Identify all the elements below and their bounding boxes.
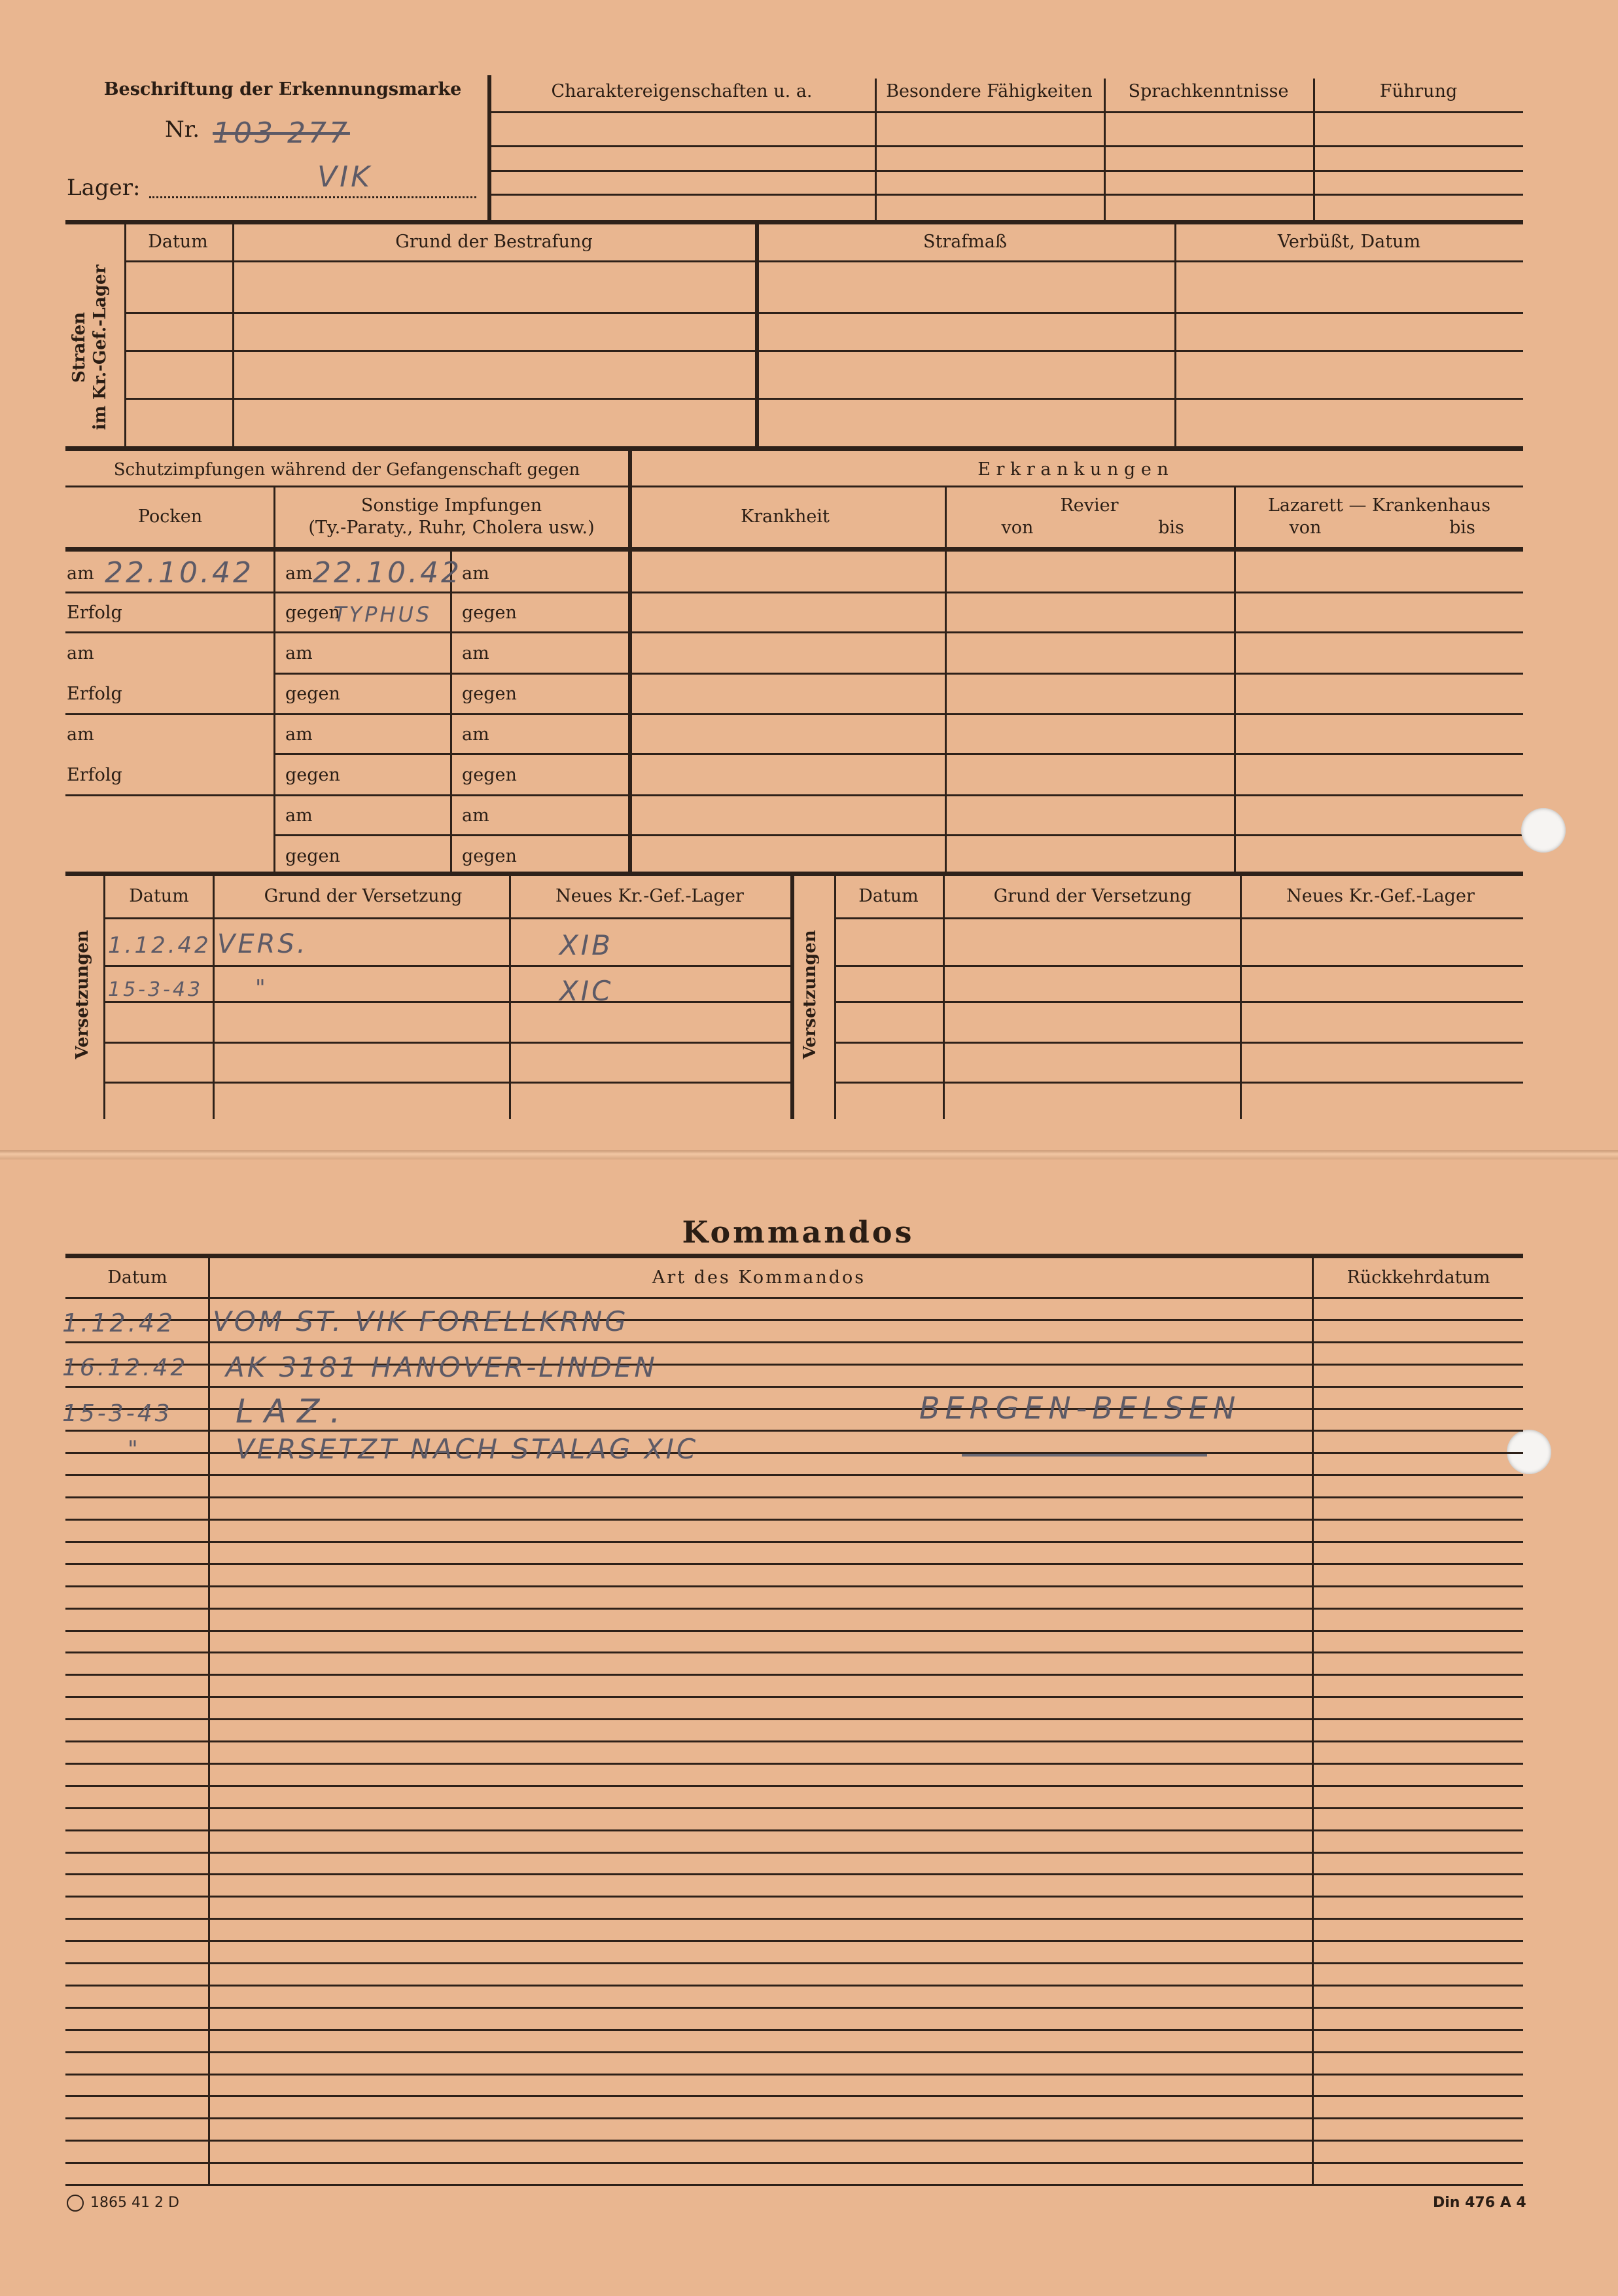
kommandos-datum-header: Datum: [107, 1267, 167, 1288]
kommando-row-line: [65, 1873, 1523, 1875]
kommando-row-line: [65, 1630, 1523, 1632]
kommando-row-line: [65, 2007, 1523, 2009]
kommando-row-line: [65, 1496, 1523, 1498]
vers1-grund-header: Grund der Versetzung: [264, 886, 463, 906]
kommando-row-line: [65, 1541, 1523, 1543]
pocken-erfolg-1: Erfolg: [67, 603, 122, 623]
erkrankungen-title: E r k r a n k u n g e n: [977, 459, 1169, 480]
vers1-side-label: Versetzungen: [73, 930, 92, 1059]
kommando-row3-art: LAZ.: [236, 1392, 351, 1430]
strafen-datum-header: Datum: [148, 232, 208, 252]
punch-hole-1: [1521, 808, 1566, 853]
kommando-row1-art: VOM ST. VIK FORELLKRNG: [213, 1305, 629, 1337]
kommando-row-line: [65, 1896, 1523, 1898]
kommando-row-line: [65, 1718, 1523, 1720]
vers2-datum-header: Datum: [858, 886, 919, 906]
kommando-row-line: [65, 2095, 1523, 2097]
sonst1-gegen-3: gegen: [285, 765, 340, 785]
sonst2-am-1: am: [462, 563, 489, 584]
kommando-row-line: [65, 1297, 1523, 1299]
kommando-row-line: [65, 1386, 1523, 1388]
kommando-row-line: [65, 2051, 1523, 2053]
sonst1-gegen-1: gegen: [285, 603, 340, 623]
sonst2-gegen-2: gegen: [462, 684, 517, 704]
fuehrung-header: Führung: [1379, 81, 1458, 101]
kommando-row-line: [65, 1807, 1523, 1809]
kommando-row-line: [65, 1785, 1523, 1787]
kommando-row-line: [65, 1674, 1523, 1676]
sonst2-am-2: am: [462, 643, 489, 663]
sonstige-header-1: Sonstige Impfungen: [361, 495, 542, 516]
footer-right: Din 476 A 4: [1433, 2195, 1526, 2211]
sprach-header: Sprachkenntnisse: [1128, 81, 1289, 101]
kommando-row-line: [65, 1563, 1523, 1565]
kommando-row4-art: VERSETZT NACH STALAG XIC: [236, 1433, 699, 1465]
sonst1-gegen-4: gegen: [285, 846, 340, 866]
footer-left: 1865 41 2 D: [67, 2193, 179, 2213]
kommando-row-line: [65, 1940, 1523, 1942]
vers-row1-lager: XIB: [559, 929, 613, 961]
strafen-grund-header: Grund der Bestrafung: [395, 232, 593, 252]
sonstige-header-2: (Ty.-Paraty., Ruhr, Cholera usw.): [308, 518, 595, 538]
marke-label: Beschriftung der Erkennungsmarke: [103, 79, 462, 99]
kommando-row4-datum: ": [128, 1436, 141, 1462]
kommando-row-line: [65, 2117, 1523, 2119]
lager-dotted-line: [149, 196, 476, 198]
impf-title: Schutzimpfungen während der Gefangenschaft gegen: [113, 460, 580, 480]
pocken-am-value: 22.10.42: [105, 556, 254, 590]
fold-crease: [0, 1150, 1618, 1159]
pocken-am-2: am: [67, 643, 94, 663]
kommando-row-line: [65, 1341, 1523, 1343]
vers1-neues-header: Neues Kr.-Gef.-Lager: [555, 886, 744, 906]
lager-value: VIK: [317, 160, 372, 194]
sonst2-gegen-1: gegen: [462, 603, 517, 623]
revier-header: Revier: [1060, 495, 1119, 516]
kommando-row3-extra: BERGEN-BELSEN: [919, 1390, 1241, 1426]
nr-label: Nr.: [165, 116, 200, 143]
vers2-grund-header: Grund der Versetzung: [993, 886, 1192, 906]
ditto-stroke: [962, 1454, 1207, 1457]
vers-row1-datum: 1.12.42: [108, 932, 211, 959]
lager-label: Lager:: [67, 175, 141, 201]
sonst2-am-4: am: [462, 805, 489, 826]
revier-von: von: [1001, 518, 1034, 538]
kommando-row3-datum: 15-3-43: [62, 1400, 173, 1427]
sonst1-gegen-2: gegen: [285, 684, 340, 704]
vers2-side-label: Versetzungen: [800, 930, 820, 1059]
kommando-row-line: [65, 2140, 1523, 2142]
kommandos-title: Kommandos: [682, 1214, 915, 1250]
vers1-datum-header: Datum: [129, 886, 189, 906]
strafmass-header: Strafmaß: [923, 232, 1008, 252]
sonst-gegen-value: TYPHUS: [334, 602, 432, 627]
kommando-row2-datum: 16.12.42: [62, 1354, 188, 1381]
kommando-row-line: [65, 1519, 1523, 1521]
revier-bis: bis: [1158, 518, 1184, 538]
char-header: Charaktereigenschaften u. a.: [551, 81, 813, 101]
sonst2-am-3: am: [462, 724, 489, 745]
pocken-am-1: am: [67, 563, 94, 584]
sonst1-am-3: am: [285, 724, 313, 745]
strafen-side-label: Strafen im Kr.-Gef.-Lager: [69, 264, 110, 431]
sonst2-gegen-4: gegen: [462, 846, 517, 866]
kommando-row2-art: AK 3181 HANOVER-LINDEN: [226, 1351, 658, 1383]
lazarett-von: von: [1289, 518, 1322, 538]
printer-mark-icon: [67, 2195, 84, 2212]
sonst1-am-1: am: [285, 563, 313, 584]
kommando-row-line: [65, 1608, 1523, 1610]
kommando-row-line: [65, 1962, 1523, 1964]
vers-row2-lager: XIC: [559, 975, 614, 1007]
kommando-row-line: [65, 1852, 1523, 1854]
kommando-row-line: [65, 1918, 1523, 1920]
kommando-row-line: [65, 1585, 1523, 1587]
pocken-erfolg-2: Erfolg: [67, 684, 122, 704]
nr-value: 103 277: [213, 116, 350, 150]
vers-row2-datum: 15-3-43: [108, 978, 203, 1001]
kommando-row1-datum: 1.12.42: [62, 1309, 176, 1337]
kommando-row-line: [65, 2029, 1523, 2031]
lazarett-bis: bis: [1449, 518, 1475, 538]
kommando-row-line: [65, 2184, 1523, 2186]
vers-row2-grund: ": [255, 975, 268, 1001]
kommando-row-line: [65, 2162, 1523, 2164]
pocken-am-3: am: [67, 724, 94, 745]
kommando-row-line: [65, 1651, 1523, 1653]
krankheit-header: Krankheit: [741, 506, 830, 527]
kommando-row-line: [65, 1740, 1523, 1742]
sonst2-gegen-3: gegen: [462, 765, 517, 785]
kommando-row-line: [65, 1985, 1523, 1987]
pocken-header: Pocken: [137, 506, 203, 527]
rueckkehr-header: Rückkehrdatum: [1346, 1267, 1490, 1288]
kommando-row-line: [65, 1829, 1523, 1831]
vers2-neues-header: Neues Kr.-Gef.-Lager: [1286, 886, 1475, 906]
sonst1-am-2: am: [285, 643, 313, 663]
vers-row1-grund: VERS.: [217, 929, 308, 959]
faehig-header: Besondere Fähigkeiten: [886, 81, 1093, 101]
pocken-erfolg-3: Erfolg: [67, 765, 122, 785]
sonst-am-value: 22.10.42: [313, 556, 462, 590]
kommando-row-line: [65, 1696, 1523, 1698]
verbuesst-header: Verbüßt, Datum: [1277, 232, 1421, 252]
lazarett-header: Lazarett — Krankenhaus: [1267, 495, 1491, 516]
kommandos-art-header: Art des Kommandos: [652, 1267, 866, 1288]
kommando-row-line: [65, 1763, 1523, 1765]
kommando-row-line: [65, 1474, 1523, 1476]
sonst1-am-4: am: [285, 805, 313, 826]
kommando-row-line: [65, 2074, 1523, 2075]
